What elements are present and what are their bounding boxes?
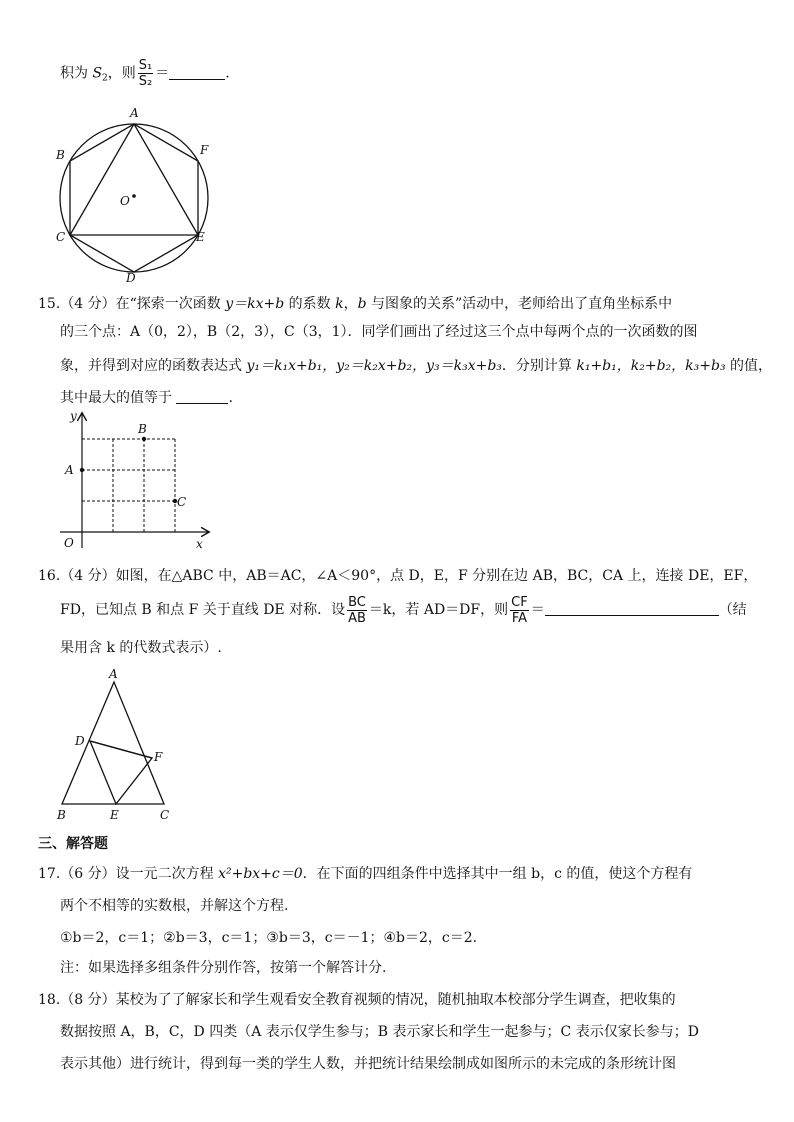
q16-score: （4 分） bbox=[60, 568, 116, 584]
q16-frac1-den: AB bbox=[348, 610, 366, 626]
q16-text-2c: ＝ bbox=[530, 602, 545, 618]
q16-text-2b: ＝k，若 AD＝DF，则 bbox=[368, 602, 509, 618]
label-e: E bbox=[110, 808, 119, 822]
q15-text-3c: 的值， bbox=[725, 358, 773, 374]
q14-fraction-den: S₂ bbox=[138, 74, 153, 89]
q17-line-2: 两个不相等的实数根，并解这个方程. bbox=[60, 898, 289, 914]
q18-number: 18. bbox=[38, 992, 61, 1008]
grid-lines bbox=[82, 439, 175, 532]
point-b bbox=[142, 437, 146, 441]
q17-score: （6 分） bbox=[60, 866, 116, 882]
q16-number: 16. bbox=[38, 568, 61, 584]
q15-sums: k₁+b₁，k₂+b₂，k₃+b₃ bbox=[576, 358, 726, 374]
q17-text-1b: ．在下面的四组条件中选择其中一组 b，c 的值，使这个方程有 bbox=[302, 866, 693, 882]
q18-score: （8 分） bbox=[60, 992, 116, 1008]
q17-equation: x²+bx+c＝0 bbox=[218, 866, 303, 882]
triangle-ace bbox=[70, 124, 198, 235]
q15-line-3 bbox=[60, 356, 772, 376]
label-e: E bbox=[196, 230, 205, 244]
q15-b: b bbox=[357, 296, 367, 312]
q18-line-2: 数据按照 A，B，C，D 四类（A 表示仅学生参与；B 表示家长和学生一起参与；C 表示仅家长参与；D bbox=[60, 1024, 699, 1040]
label-b: B bbox=[56, 148, 65, 162]
q17-number: 17. bbox=[38, 866, 61, 882]
q15-line-1 bbox=[38, 294, 672, 314]
q15-answer-blank[interactable] bbox=[176, 389, 228, 404]
figure-15-coordinate-grid bbox=[56, 408, 216, 554]
hexagon-abcdef bbox=[70, 124, 198, 272]
q15-text-3a: 象，并得到对应的函数表达式 bbox=[60, 358, 247, 374]
q16-line-3: 果用含 k 的代数式表示）. bbox=[60, 640, 222, 656]
q15-equation: y＝kx+b bbox=[225, 296, 285, 312]
q17-line-3: ①b＝2，c＝1；②b＝3，c＝1；③b＝3，c＝－1；④b＝2，c＝2. bbox=[60, 930, 478, 946]
figure-14-circle-hexagon bbox=[48, 104, 228, 284]
q15-line-2: 的三个点：A（0，2），B（2，3），C（3，1）．同学们画出了经过这三个点中每两个点的一次函数的图 bbox=[60, 324, 698, 340]
label-a: A bbox=[109, 667, 118, 681]
q15-text-c: ， bbox=[343, 296, 358, 312]
q16-text-2a: FD，已知点 B 和点 F 关于直线 DE 对称．设 bbox=[60, 602, 346, 618]
q15-number: 15. bbox=[38, 296, 61, 312]
point-a bbox=[80, 468, 84, 472]
q15-end: . bbox=[228, 390, 233, 406]
q15-text-4: 其中最大的值等于 bbox=[60, 390, 177, 406]
q15-line-4 bbox=[60, 388, 233, 408]
q14-s-sub: 2 bbox=[102, 73, 108, 84]
q14-tail-line bbox=[60, 58, 230, 94]
center-point-o bbox=[132, 194, 136, 198]
axis-label-y: y bbox=[70, 409, 77, 423]
q18-line-1 bbox=[38, 990, 676, 1010]
q14-text-2: ，则 bbox=[107, 65, 136, 82]
q17-line-1 bbox=[38, 864, 692, 884]
q16-frac2-den: FA bbox=[511, 610, 527, 626]
label-f: F bbox=[154, 750, 163, 764]
q18-text-1: 某校为了了解家长和学生观看安全教育视频的情况，随机抽取本校部分学生调查，把收集的 bbox=[115, 992, 676, 1008]
label-b: B bbox=[138, 422, 147, 436]
label-d: D bbox=[75, 734, 85, 748]
q18-line-3: 表示其他）进行统计，得到每一类的学生人数，并把统计结果绘制成如图所示的未完成的条形统计图 bbox=[60, 1056, 676, 1072]
q16-fraction-bc-ab bbox=[347, 595, 367, 626]
label-c: C bbox=[177, 495, 187, 509]
q15-text-d: 与图象的关系”活动中，老师给出了直角坐标系中 bbox=[366, 296, 673, 312]
q16-fraction-cf-fa bbox=[510, 595, 529, 626]
q14-text: 积为 bbox=[60, 65, 93, 82]
q14-end: . bbox=[225, 65, 230, 82]
q17-line-4: 注：如果选择多组条件分别作答，按第一个解答计分. bbox=[60, 960, 387, 976]
label-c: C bbox=[56, 230, 66, 244]
q15-score: （4 分） bbox=[60, 296, 116, 312]
q15-k: k bbox=[335, 296, 344, 312]
label-f: F bbox=[200, 143, 209, 157]
q15-equations: y₁＝k₁x+b₁，y₂＝k₂x+b₂，y₃＝k₃x+b₃ bbox=[246, 358, 502, 374]
q16-answer-blank[interactable] bbox=[545, 601, 719, 616]
q16-text-1: 如图，在△ABC 中，AB＝AC，∠A＜90°，点 D，E，F 分别在边 AB，BC，CA 上，连接 DE，EF， bbox=[115, 568, 758, 584]
q14-eq: ＝ bbox=[155, 65, 170, 82]
label-o: O bbox=[120, 194, 130, 208]
label-b: B bbox=[57, 808, 66, 822]
q16-line-1 bbox=[38, 566, 757, 586]
q14-answer-blank[interactable] bbox=[169, 65, 225, 80]
label-a: A bbox=[130, 106, 139, 120]
q15-text-3b: ．分别计算 bbox=[501, 358, 577, 374]
q14-fraction bbox=[138, 58, 153, 89]
q16-text-2d: （结 bbox=[718, 602, 747, 618]
label-d: D bbox=[126, 271, 136, 284]
axis-label-x: x bbox=[196, 537, 203, 551]
section-heading: 三、解答题 bbox=[38, 836, 108, 852]
q14-s: S bbox=[92, 65, 103, 82]
label-a: A bbox=[65, 463, 74, 477]
q16-frac2-num: CF bbox=[511, 594, 528, 610]
segment-df bbox=[90, 741, 152, 758]
q16-line-2 bbox=[60, 594, 747, 626]
q14-fraction-num: S₁ bbox=[138, 58, 153, 73]
label-c: C bbox=[160, 808, 170, 822]
q15-text-b: 的系数 bbox=[284, 296, 336, 312]
q17-text-1a: 设一元二次方程 bbox=[115, 866, 219, 882]
figure-16-triangle bbox=[54, 666, 184, 826]
q16-frac1-num: BC bbox=[348, 594, 366, 610]
circle-o bbox=[60, 124, 208, 272]
q15-text: 在“探索一次函数 bbox=[115, 296, 226, 312]
origin-label: O bbox=[64, 536, 74, 550]
